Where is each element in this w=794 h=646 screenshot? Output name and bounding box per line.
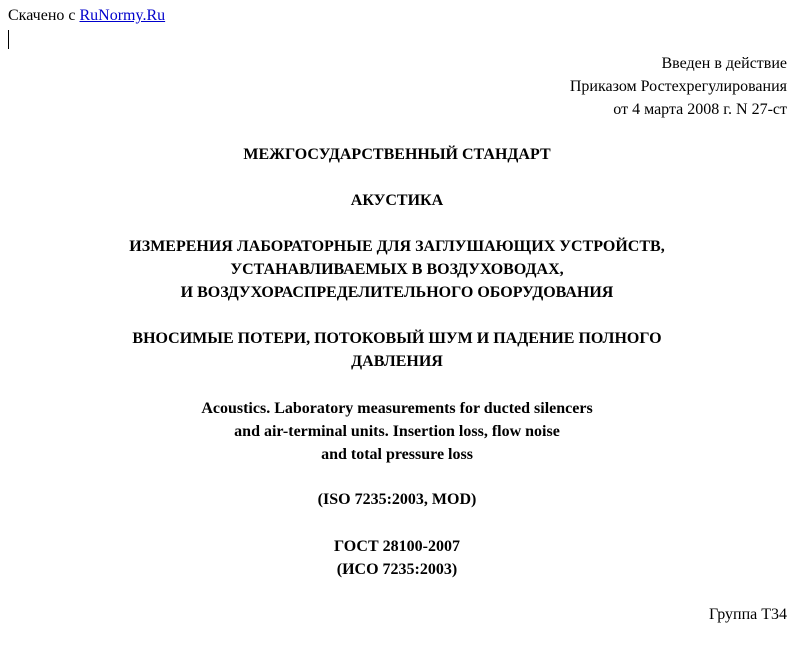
title-ru-line-3: И ВОЗДУХОРАСПРЕДЕЛИТЕЛЬНОГО ОБОРУДОВАНИЯ — [180, 284, 614, 301]
title-ru-line-2: УСТАНАВЛИВАЕМЫХ В ВОЗДУХОВОДАХ, — [230, 261, 564, 278]
enactment-line-2: Приказом Ростехрегулирования — [569, 78, 787, 95]
gost-block — [0, 535, 794, 581]
text-cursor — [8, 30, 9, 49]
title-ru-line-1: ИЗМЕРЕНИЯ ЛАБОРАТОРНЫЕ ДЛЯ ЗАГЛУШАЮЩИХ УСТРОЙСТВ, — [129, 238, 665, 255]
source-line — [8, 6, 165, 26]
source-prefix: Скачено с — [8, 7, 80, 24]
title-en-line-2: and air-terminal units. Insertion loss, flow noise — [234, 423, 560, 440]
title-en-line-3: and total pressure loss — [321, 446, 473, 463]
iso-reference: (ISO 7235:2003, MOD) — [317, 491, 477, 508]
title-russian — [0, 235, 794, 304]
subtitle-ru-line-1: ВНОСИМЫЕ ПОТЕРИ, ПОТОКОВЫЙ ШУМ И ПАДЕНИЕ ПОЛНОГО — [132, 330, 662, 347]
subject-heading: АКУСТИКА — [350, 192, 444, 209]
runormy-link[interactable]: RuNormy.Ru — [79, 7, 166, 24]
group-code: Группа Т34 — [708, 606, 787, 623]
subtitle-russian — [0, 327, 794, 373]
gost-number: ГОСТ 28100-2007 — [334, 538, 460, 555]
gost-iso-equivalent: (ИСО 7235:2003) — [336, 561, 458, 578]
enactment-line-1: Введен в действие — [661, 55, 787, 72]
standard-type: МЕЖГОСУДАРСТВЕННЫЙ СТАНДАРТ — [243, 146, 551, 163]
enactment-block — [570, 52, 787, 121]
title-en-line-1: Acoustics. Laboratory measurements for ducted silencers — [201, 400, 593, 417]
subtitle-ru-line-2: ДАВЛЕНИЯ — [351, 353, 443, 370]
enactment-line-3: от 4 марта 2008 г. N 27-ст — [613, 101, 787, 118]
title-english — [0, 397, 794, 466]
